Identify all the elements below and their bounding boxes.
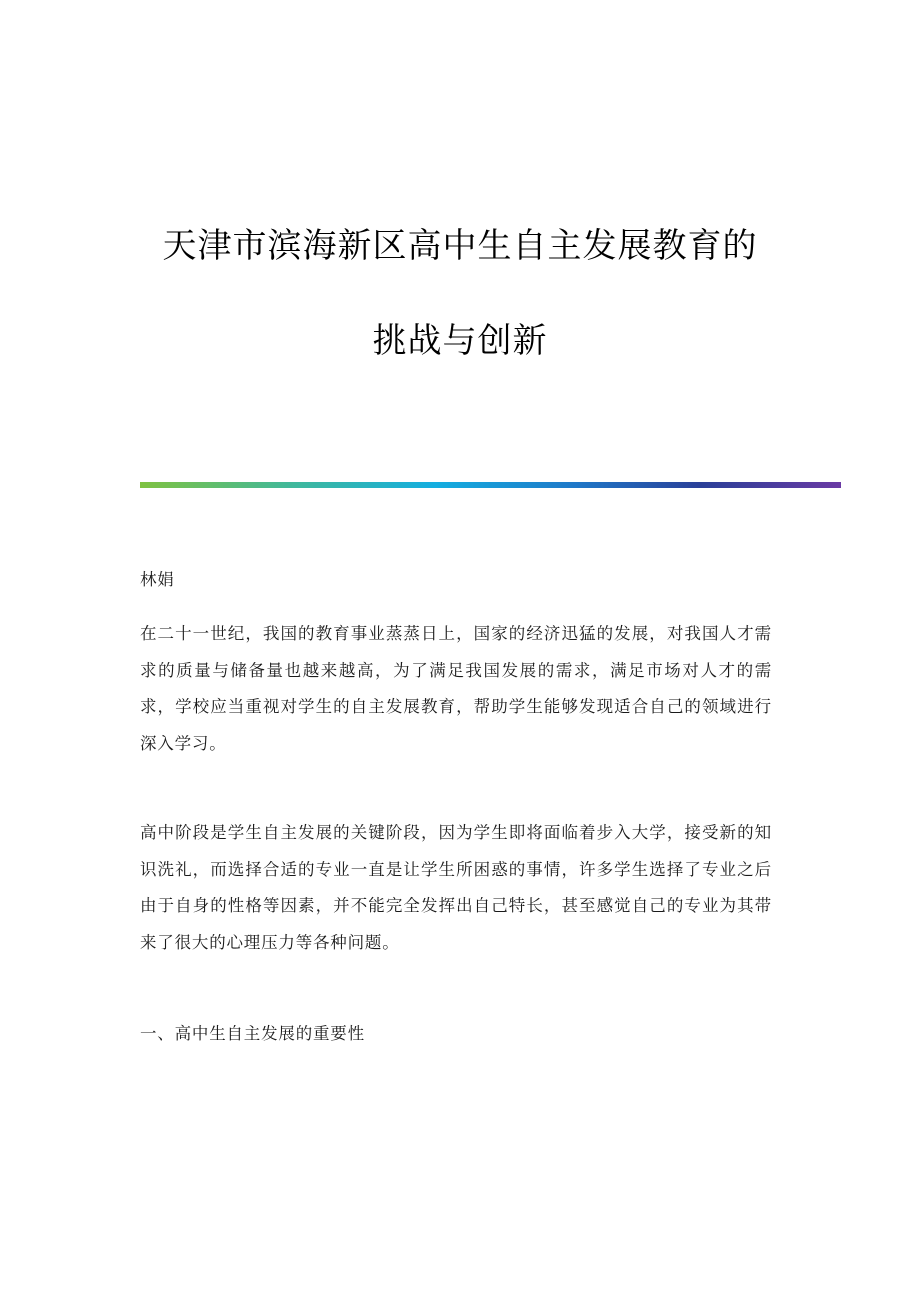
paragraph-1: 在二十一世纪，我国的教育事业蒸蒸日上，国家的经济迅猛的发展，对我国人才需求的质量与储备量也越来越高，为了满足我国发展的需求，满足市场对人才的需求，学校应当重视对学生的自主发展教育，帮助学生能够发现适合自己的领域进行深入学习。: [140, 624, 772, 753]
paragraph-2: 高中阶段是学生自主发展的关键阶段，因为学生即将面临着步入大学，接受新的知识洗礼，而选择合适的专业一直是让学生所困惑的事情，许多学生选择了专业之后由于自身的性格等因素，并不能完全发挥出自己特长，甚至感觉自己的专业为其带来了很大的心理压力等各种问题。: [140, 823, 772, 952]
document-title-line-1: 天津市滨海新区高中生自主发展教育的: [162, 226, 758, 266]
document-title-line-2: 挑战与创新: [372, 321, 548, 361]
section-heading: 一、高中生自主发展的重要性: [140, 1024, 365, 1043]
author-name: 林娟: [140, 570, 175, 589]
gradient-divider: [140, 482, 841, 488]
